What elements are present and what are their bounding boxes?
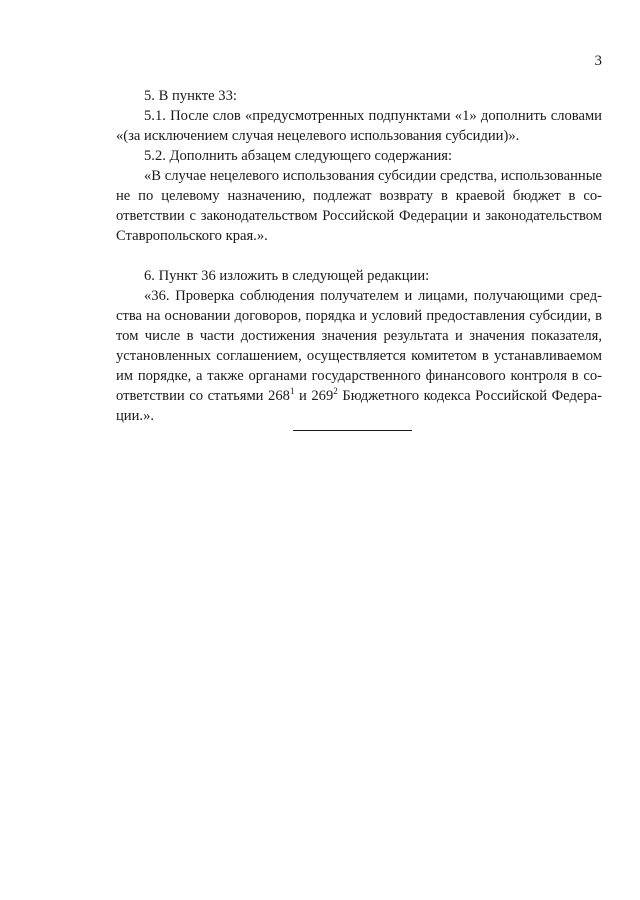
paragraph-36-part-3: Бюджетного кодекса Российской Федерации.». (116, 388, 602, 424)
paragraph-5-2-text: «В случае нецелевого использования субсидии средства, использованные не по целевому назначению, подлежат возврату в краевой бюджет в соответствии с законодательством Российской Федерации и законодательством Ставропольского края.». (116, 168, 602, 244)
paragraph-5-heading: 5. В пункте 33: (144, 88, 237, 104)
document-body (116, 86, 602, 426)
superscript-2: 2 (333, 386, 338, 397)
paragraph-36-part-1: «36. Проверка соблюдения получателем и лицами, получающими средства на основании договоров, порядка и условий предоставления субсидии, в том числе в части достижения значения результата и значения показателя, установленных соглашением, осуществляется комитетом в устанавливаемом им порядке, а также органами государственного финансового контроля в соответствии со статьями 268 (116, 288, 602, 404)
superscript-1: 1 (289, 386, 295, 397)
paragraph-6-heading: 6. Пункт 36 изложить в следующей редакции: (144, 268, 430, 284)
page-number: 3 (594, 53, 602, 69)
end-separator-line (293, 430, 412, 431)
paragraph-36-text (116, 286, 602, 426)
paragraph-5-1: 5.1. После слов «предусмотренных подпунктами «1» дополнить словами «(за исключением случая нецелевого использования субсидии)». (116, 108, 602, 144)
paragraph-5-2: 5.2. Дополнить абзацем следующего содержания: (144, 148, 453, 164)
paragraph-36-part-2: и 269 (294, 388, 334, 404)
